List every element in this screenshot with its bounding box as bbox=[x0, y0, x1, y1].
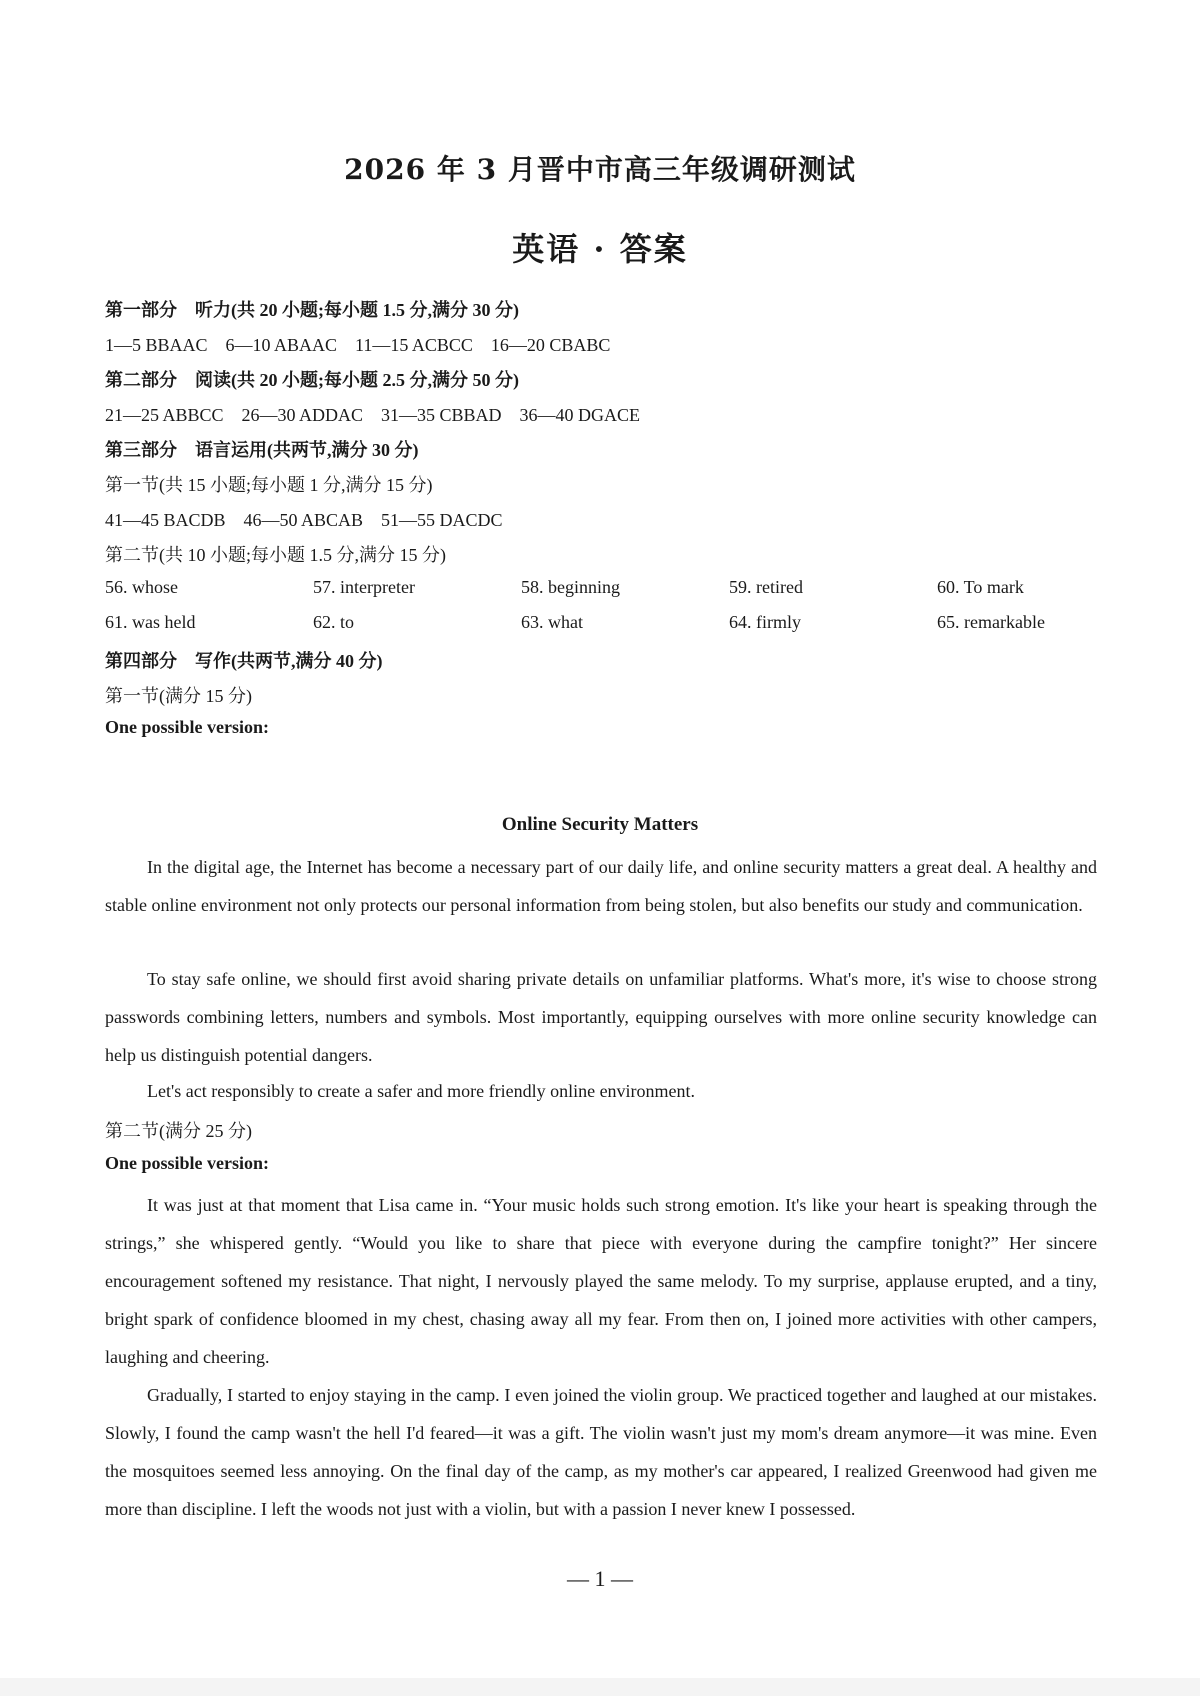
fill-answer: 57. interpreter bbox=[313, 577, 415, 597]
part3-heading: 第三部分 语言运用(共两节,满分 30 分) bbox=[105, 440, 419, 460]
fill-answer: 61. was held bbox=[105, 612, 196, 632]
version-label: One possible version: bbox=[105, 1153, 270, 1173]
essay2-paragraph: It was just at that moment that Lisa came in. “Your music holds such strong emotion. It's like your heart is speaking through the strings,” she whispered gently. “Would you like to share that piece with everyone during the campfire tonight?” Her sincere encouragement softened my resistance. That night, I nervously played the same melody. To my surprise, applause erupted, and a tiny, bright spark of confidence bloomed in my chest, chasing away all my fear. From then on, I joined more activities with other campers, laughing and cheering. bbox=[105, 1195, 1097, 1367]
part2-heading: 第二部分 阅读(共 20 小题;每小题 2.5 分,满分 50 分) bbox=[105, 370, 519, 390]
part3-section2-heading: 第二节(共 10 小题;每小题 1.5 分,满分 15 分) bbox=[105, 545, 446, 565]
part1-heading: 第一部分 听力(共 20 小题;每小题 1.5 分,满分 30 分) bbox=[105, 300, 519, 320]
part2-answers: 21—25 ABBCC 26—30 ADDAC 31—35 CBBAD 36—40 DGACE bbox=[105, 405, 641, 425]
fill-answer: 62. to bbox=[313, 612, 355, 632]
page-number: — 1 — bbox=[567, 1566, 633, 1591]
version-label: One possible version: bbox=[105, 717, 270, 737]
part3-section1-heading: 第一节(共 15 小题;每小题 1 分,满分 15 分) bbox=[105, 475, 433, 495]
essay-title: Online Security Matters bbox=[501, 814, 699, 835]
page-subtitle: 英语 · 答案 bbox=[512, 230, 688, 268]
essay1-paragraph: Let's act responsibly to create a safer and more friendly online environment. bbox=[147, 1081, 696, 1101]
fill-answer: 60. To mark bbox=[937, 577, 1024, 597]
fill-answer: 59. retired bbox=[729, 577, 803, 597]
page-title: 2026 年 3 月晋中市高三年级调研测试 bbox=[344, 153, 856, 186]
part3-section1-answers: 41—45 BACDB 46—50 ABCAB 51—55 DACDC bbox=[105, 510, 503, 530]
fill-answer: 65. remarkable bbox=[937, 612, 1045, 632]
part4-section1-heading: 第一节(满分 15 分) bbox=[105, 686, 252, 706]
fill-answer: 64. firmly bbox=[729, 612, 801, 632]
part4-heading: 第四部分 写作(共两节,满分 40 分) bbox=[105, 651, 383, 671]
part4-section2-heading: 第二节(满分 25 分) bbox=[105, 1121, 252, 1141]
fill-answer: 58. beginning bbox=[521, 577, 620, 597]
footer-strip bbox=[0, 1678, 1200, 1696]
fill-answer: 56. whose bbox=[105, 577, 178, 597]
essay1-paragraph: In the digital age, the Internet has become a necessary part of our daily life, and online security matters a great deal. A healthy and stable online environment not only protects our personal information from being stolen, but also benefits our study and communication. bbox=[105, 857, 1097, 915]
part1-answers: 1—5 BBAAC 6—10 ABAAC 11—15 ACBCC 16—20 CBABC bbox=[105, 335, 611, 355]
essay2-paragraph: Gradually, I started to enjoy staying in the camp. I even joined the violin group. We practiced together and laughed at our mistakes. Slowly, I found the camp wasn't the hell I'd feared—it was a gift. The violin wasn't just my mom's dream anymore—it was mine. Even the mosquitoes seemed less annoying. On the final day of the camp, as my mother's car appeared, I realized Greenwood had given me more than discipline. I left the woods not just with a violin, but with a passion I never knew I possessed. bbox=[105, 1385, 1097, 1519]
essay1-paragraph: To stay safe online, we should first avoid sharing private details on unfamiliar platforms. What's more, it's wise to choose strong passwords combining letters, numbers and symbols. Most importantly, equipping ourselves with more online security knowledge can help us distinguish potential dangers. bbox=[105, 969, 1097, 1065]
fill-answer: 63. what bbox=[521, 612, 583, 632]
